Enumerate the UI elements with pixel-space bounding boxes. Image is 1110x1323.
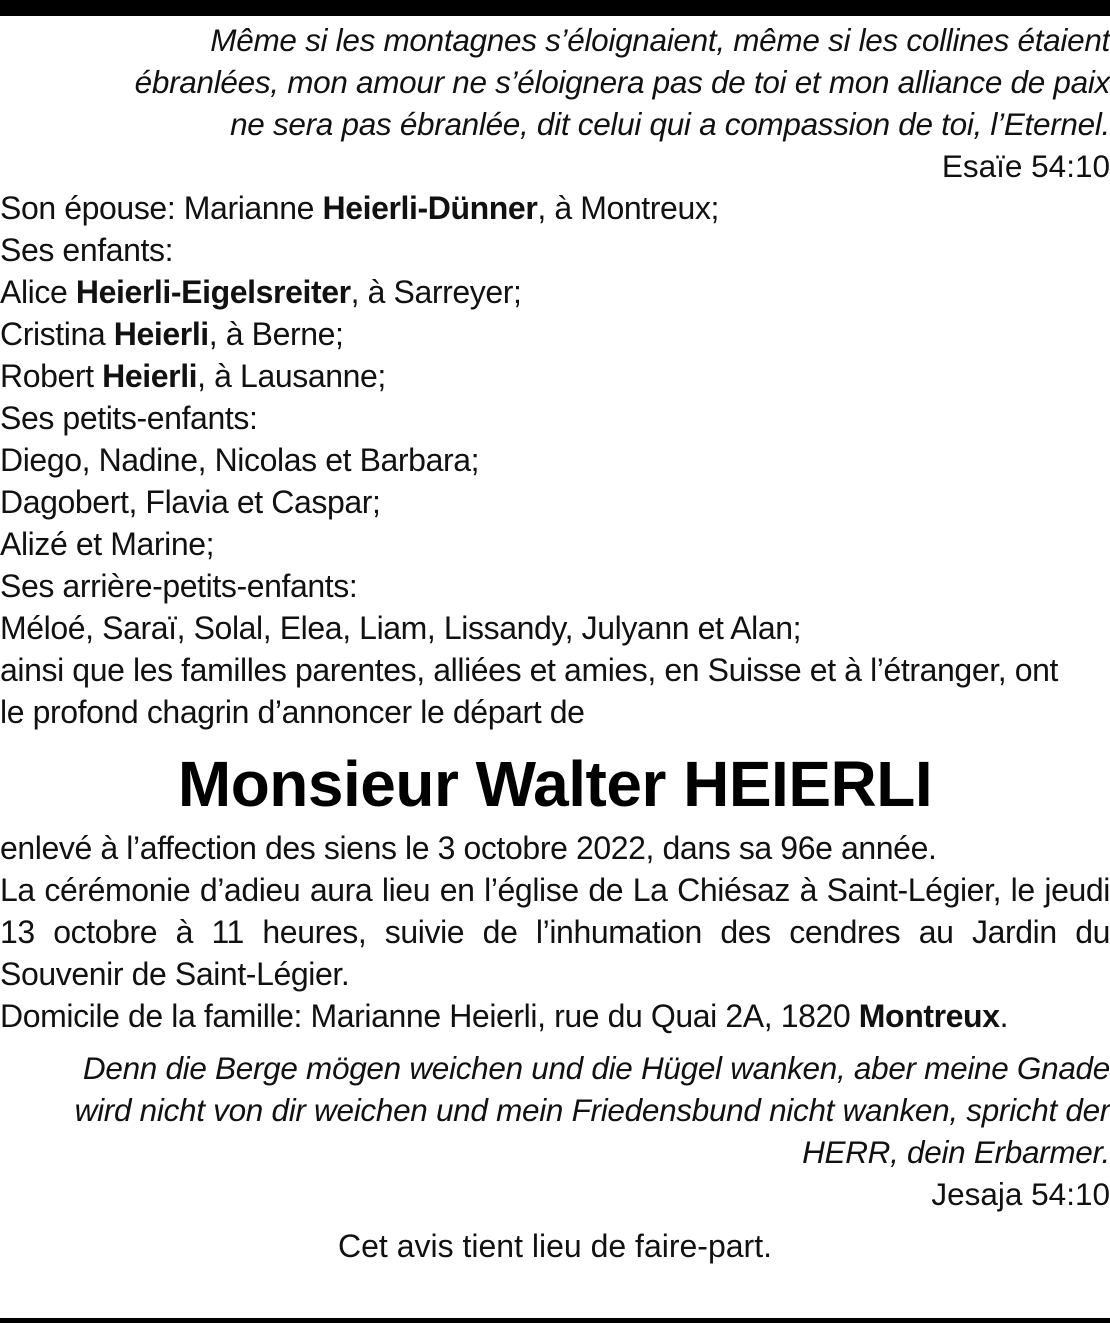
family-list xyxy=(0,187,1110,733)
deceased-name: Monsieur Walter HEIERLI xyxy=(177,748,933,820)
spouse-prefix: Son épouse: Marianne xyxy=(0,190,323,226)
obituary-notice xyxy=(0,19,1110,1267)
bottom-rule xyxy=(0,1318,1110,1323)
verse-german-line: Denn die Berge mögen weichen und die Hügel wanken, aber meine Gnade xyxy=(82,1050,1110,1086)
child-suffix: , à Lausanne; xyxy=(197,358,386,394)
child-line xyxy=(0,271,1110,313)
verse-french-line: Même si les montagnes s’éloignaient, même si les collines étaient xyxy=(210,22,1110,58)
grandchildren-label: Ses petits-enfants: xyxy=(0,400,258,436)
child-line xyxy=(0,355,1110,397)
verse-german-reference: Jesaja 54:10 xyxy=(931,1176,1110,1212)
details xyxy=(0,827,1110,1037)
domicile-suffix: . xyxy=(999,998,1009,1034)
child-first: Alice xyxy=(0,274,76,310)
child-surname: Heierli xyxy=(102,358,198,394)
child-first: Robert xyxy=(0,358,103,394)
verse-french xyxy=(0,19,1110,145)
grandchildren-line: Alizé et Marine; xyxy=(0,526,215,562)
great-grandchildren-line: Méloé, Saraï, Solal, Elea, Liam, Lissandy, Julyann et Alan; xyxy=(0,610,802,646)
child-first: Cristina xyxy=(0,316,114,352)
domicile-prefix: Domicile de la famille: Marianne Heierli, rue du Quai 2A, 1820 xyxy=(0,998,859,1034)
closing-note: Cet avis tient lieu de faire-part. xyxy=(338,1228,772,1264)
child-line xyxy=(0,313,1110,355)
great-grandchildren-label: Ses arrière-petits-enfants: xyxy=(0,568,358,604)
child-surname: Heierli xyxy=(113,316,209,352)
verse-german xyxy=(0,1047,1110,1173)
verse-german-line: HERR, dein Erbarmer. xyxy=(802,1134,1110,1170)
child-suffix: , à Sarreyer; xyxy=(350,274,522,310)
children-label: Ses enfants: xyxy=(0,232,174,268)
top-rule xyxy=(0,0,1110,16)
announcement-line: le profond chagrin d’annoncer le départ de xyxy=(0,694,585,730)
passing-line: enlevé à l’affection des siens le 3 octobre 2022, dans sa 96e année. xyxy=(0,830,937,866)
verse-french-line: ne sera pas ébranlée, dit celui qui a compassion de toi, l’Eternel. xyxy=(230,106,1110,142)
spouse-surname: Heierli-Dünner xyxy=(322,190,538,226)
verse-german-line: wird nicht von dir weichen und mein Friedensbund nicht wanken, spricht der xyxy=(74,1092,1110,1128)
child-suffix: , à Berne; xyxy=(208,316,344,352)
grandchildren-line: Dagobert, Flavia et Caspar; xyxy=(0,484,381,520)
verse-french-reference: Esaïe 54:10 xyxy=(941,148,1110,184)
ceremony-paragraph: La cérémonie d’adieu aura lieu en l’église de La Chiésaz à Saint-Légier, le jeudi 13 octobre à 11 heures, suivie de l’inhumation des cendres au Jardin du Souvenir de Saint-Légier. xyxy=(0,872,1110,992)
relatives-line: ainsi que les familles parentes, alliées et amies, en Suisse et à l’étranger, ont xyxy=(0,652,1058,688)
spouse-suffix: , à Montreux; xyxy=(537,190,719,226)
domicile-city: Montreux xyxy=(858,998,1000,1034)
verse-french-line: ébranlées, mon amour ne s’éloignera pas de toi et mon alliance de paix xyxy=(134,64,1110,100)
child-surname: Heierli-Eigelsreiter xyxy=(75,274,351,310)
grandchildren-line: Diego, Nadine, Nicolas et Barbara; xyxy=(0,442,480,478)
domicile-line xyxy=(0,995,1110,1037)
spouse-line xyxy=(0,187,1110,229)
